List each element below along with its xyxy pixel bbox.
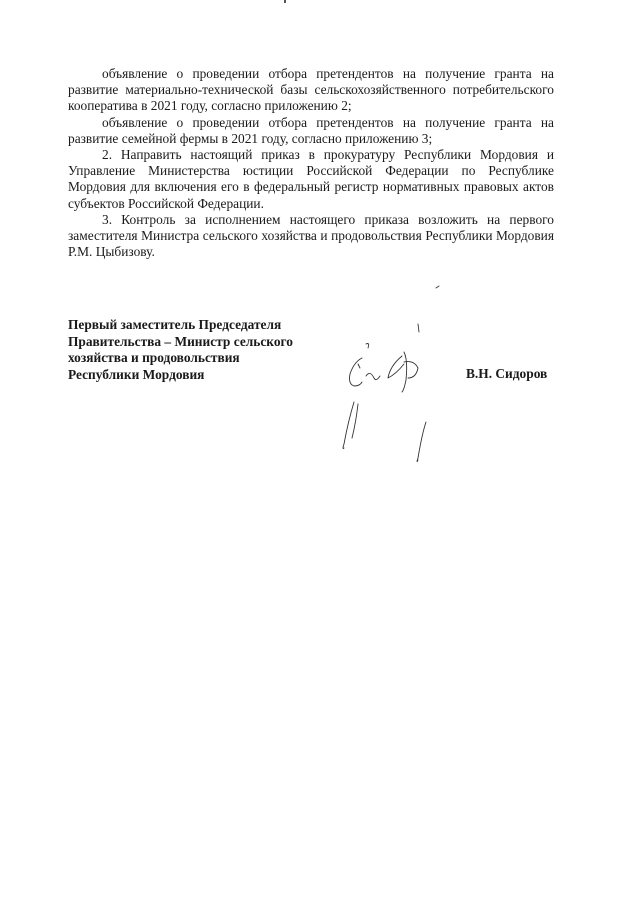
signatory-title-line: хозяйства и продовольствия: [68, 350, 240, 365]
signatory-title-line: Правительства – Министр сельского: [68, 333, 293, 349]
paragraph-item-2: 2. Направить настоящий приказ в прокуратуру Республики Мордовия и Управление Министерства юстиции Российской Федерации по Республике Мордовия для включения его в федеральный регистр нормативных правовых актов субъектов Российской Федерации.: [68, 147, 554, 211]
paragraph-item-3: 3. Контроль за исполнением настоящего приказа возложить на первого заместителя Министра сельского хозяйства и продовольствия Республики Мордовия Р.М. Цыбизову.: [68, 211, 554, 260]
page-top-mark: [284, 0, 286, 3]
signatory-title-line: Республики Мордовия: [68, 366, 205, 382]
signatory-title-line: Первый заместитель Председателя: [68, 317, 282, 332]
document-body: [68, 66, 554, 260]
signatory-name: В.Н. Сидоров: [466, 366, 548, 381]
signatory-title: [68, 317, 328, 383]
handwritten-signature: [318, 282, 458, 472]
paragraph-announcement-cooperative: объявление о проведении отбора претендентов на получение гранта на развитие материально-технической базы сельскохозяйственного потребительского кооператива в 2021 году, согласно приложению 2;: [68, 66, 554, 114]
paragraph-announcement-family-farm: объявление о проведении отбора претендентов на получение гранта на развитие семейной фермы в 2021 году, согласно приложению 3;: [68, 114, 554, 146]
